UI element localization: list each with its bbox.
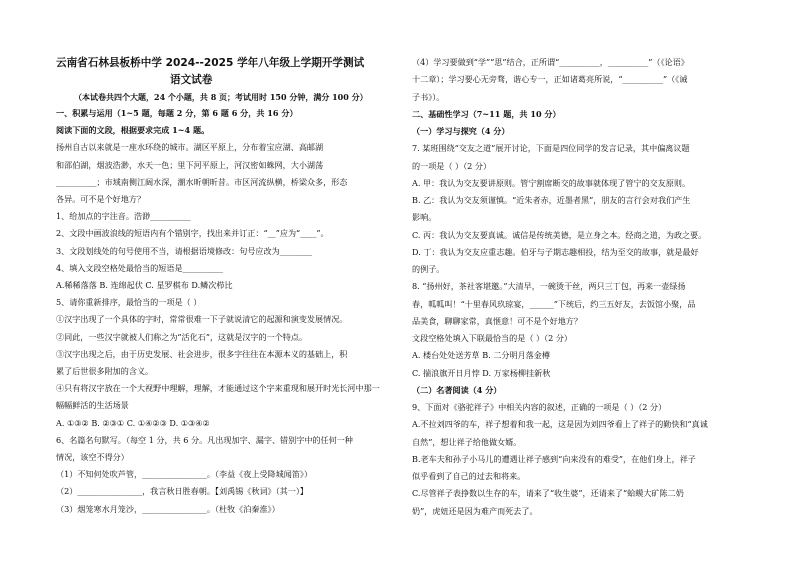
right-line: 8. “扬州好，茶社客堪邀。”大清早，一碗烫干丝，两只三丁包，再来一壶绿扬 [412,281,686,292]
left-line: A. ①③② B. ②③① C. ①④②③ D. ①③④② [56,417,210,428]
exam-subtitle: 语文试卷 [170,74,213,86]
exam-note: （本试卷共四个大题，24 个小题，共 8 页；考试用时 150 分钟，满分 100 分） [74,92,368,102]
right-line: B.老车夫和孙子小马儿的遭遇让祥子感到“向来没有的难受”，在他们身上，祥子 [412,453,696,464]
right-line: 子书》）。 [412,91,445,102]
left-line: 情况，该空不得分） [56,452,129,462]
left-line: ③汉字出现之后，由于历史发展、社会进步，很多字往往在本源本义的基础上，积 [56,348,348,359]
right-line: （一）学习与探究（4 分） [412,126,510,136]
left-line: （2）________________，我言秋日胜春朝。【刘禹锡《秋词》（其一）】 [56,486,309,497]
right-line: 二、基础性学习（7~11 题，共 10 分） [412,108,561,119]
right-line: C.尽管祥子表挣数以生存的车，请来了“收生婆”，还请来了“蛤蟆大矿陈二奶 [412,488,684,499]
right-line: 7. 某班围绕“交友之道”展开讨论，下面是四位同学的发言记录，其中偏离议题 [412,143,690,154]
left-line: 3、文段划线处的句号使用不当，请根据语境修改：句号应改为________ [56,245,313,256]
exam-title: 云南省石林县板桥中学 2024--2025 学年八年级上学期开学测试 [56,57,365,69]
left-line: 5、请你重新排序，最恰当的一项是（ ） [56,297,202,308]
right-line: 似乎看到了自己的过去和将来。 [412,471,526,481]
right-line: 的一项是（ ）（2 分） [412,160,492,171]
right-line: B. 乙：我认为交友须谨慎。“近朱者赤，近墨者黑”，朋友的言行会对我们产生 [412,195,691,205]
left-line: __________；市域南侧江阔水深，潮水昕朝昕昔。市区河流纵横，桥梁众多，形态 [56,176,348,187]
left-line: （3）烟笼寒水月笼沙，________________。（杜牧《泊秦淮》） [56,503,280,514]
left-line: 6、名篇名句默写。（每空 1 分，共 6 分。凡出现加字、漏字、错别字中的任何一种 [56,434,353,445]
right-line: 品美食，聊聊家常，真惬意！可不是个好地方？ [412,315,582,326]
right-line: A. 楼台处处送芳草 B. 二分明月落金樽 [412,350,550,361]
right-line: A.不拉刘四爷的车，祥子想着和我一起，这是因为刘四爷看上了祥子的勤快和“真诚 [412,419,708,430]
left-line: A.稀稀落落 B. 连绵起伏 C. 星罗棋布 D.鳞次栉比 [56,280,233,290]
left-line: ④只有将汉字放在一个大视野中理解，理解，才能通过这个字来重现和展开时光长河中那一 [56,383,380,394]
left-line: 和邵伯湖，烟波浩渺，水天一色；里下河平原上，河汉密如蛛网，大小湖荡 [56,159,324,170]
left-line: 累了后世很多附加的含义。 [56,366,154,376]
right-line: 春，呱呱叫！“十里春风玖琼宴，______”下统后，约三五好友，去饭馆小聚，品 [412,298,696,309]
left-line: 一、积累与运用（1~5 题，每题 2 分，第 6 题 6 分，共 16 分） [56,108,298,118]
left-line: 2、文段中画波浪线的短语内有个错别字，找出来并订正：“__”应为“____”。 [56,228,329,239]
right-line: 十二章）；学习要心无旁骛，谐心专一，正如诸葛亮所说，“__________”（《诫 [412,74,688,85]
right-line: C. 丙：我认为交友要真诚。诚信是传统美德，是立身之本。经商之道，为政之要。 [412,229,707,240]
right-line: 9、下面对《骆驼祥子》中相关内容的叙述，正确的一项是（ ）（2 分） [412,402,667,412]
right-line: 的例子。 [412,264,445,274]
left-line: 阅读下面的文段，根据要求完成 1~4 题。 [56,125,210,136]
left-line: 扬州自古以来就是一座水环绕的城市。湖区平原上，分布着宝应湖、高邮湖 [56,142,324,153]
right-line: C. 揣浪旗开日月悖 D. 万家杨柳挂新秋 [412,367,551,378]
right-line: 文段空格处填入下联最恰当的是（ ）（2 分） [412,333,573,343]
right-line: （4）学习要做到“学”“思”结合，正所谓“__________，__________”（《论语》 [412,57,689,67]
right-line: D. 丁：我认为交友应重志趣。伯牙与子期志趣相投，结为至交的故事，就是最好 [412,246,699,257]
left-line: 1、给加点的字注音。浩渺__________ [56,211,191,222]
right-line: A. 甲：我认为交友要讲原则。管宁割席断交的故事就体现了管宁的交友原则。 [412,177,691,188]
left-line: 幅幅鲜活的生活场景 [56,400,129,411]
right-line: 奶”，虎妞还是因为难产而死去了。 [412,505,538,516]
right-line: 自然”，想让祥子给他做女婿。 [412,436,522,447]
right-line: （二）名著阅读（4 分） [412,384,502,395]
left-line: ②同此，一些汉字就被人们称之为“活化石”，这就是汉字的一个特点。 [56,331,308,342]
left-line: ①汉字出现了一个具体的字时，常常很难一下子就说清它的起源和演变发展情况。 [56,314,348,325]
right-line: 影响。 [412,212,437,223]
left-line: 4、填入文段空格处最恰当的短语是__________ [56,262,224,273]
left-line: （1）不知何处吹芦管，________________。（李益《夜上受降城闻笛》） [56,469,313,480]
left-line: 各异。可不是个好地方？ [56,194,146,204]
